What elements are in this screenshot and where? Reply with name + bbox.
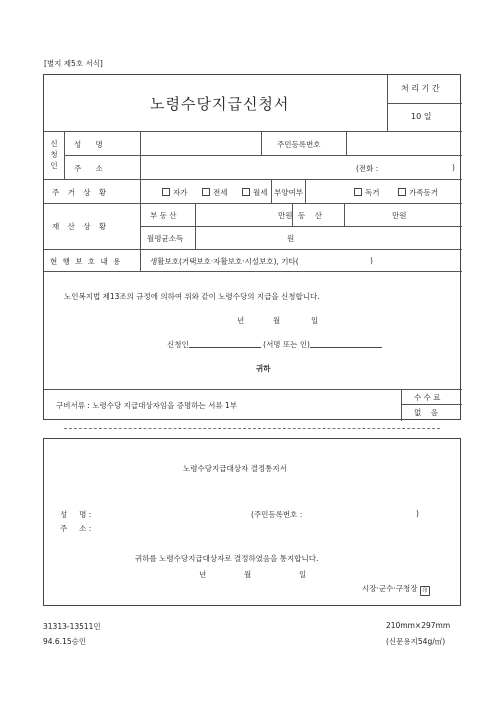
checkbox-icon bbox=[242, 188, 250, 196]
footer-size: 210mm×297mm bbox=[386, 621, 451, 630]
support-label: 부양여부 bbox=[274, 188, 303, 197]
residence-option-monthly[interactable]: 월세 bbox=[242, 187, 268, 198]
notice-day: 일 bbox=[299, 570, 307, 579]
fee-label: 수 수 료 bbox=[414, 393, 441, 402]
seal-icon: 印 bbox=[420, 586, 430, 596]
movable-unit: 만원 bbox=[392, 211, 407, 220]
notice-title: 노령수당지급대상자 결정통지서 bbox=[183, 464, 287, 473]
support-option-alone[interactable]: 독거 bbox=[354, 187, 380, 198]
name-label: 성 명 bbox=[74, 140, 103, 149]
protection-close: ) bbox=[370, 256, 373, 265]
support-option-family[interactable]: 가족동거 bbox=[398, 187, 438, 198]
movable-label: 동 산 bbox=[298, 211, 323, 220]
protection-label: 현 행 보 호 내 용 bbox=[50, 257, 122, 266]
notice-month: 월 bbox=[244, 570, 252, 579]
notice-address-label: 주 소 : bbox=[60, 524, 92, 533]
notice-name-label: 성 명 : bbox=[60, 510, 92, 519]
cut-line bbox=[64, 428, 440, 429]
form-title: 노령수당지급신청서 bbox=[150, 95, 290, 113]
date-day: 일 bbox=[311, 316, 319, 325]
date-month: 월 bbox=[273, 316, 281, 325]
address-label: 주 소 bbox=[74, 164, 103, 173]
declaration-text: 노인복지법 제13조의 규정에 의하여 위와 같이 노령수당의 지급을 신청합니다. bbox=[64, 292, 320, 301]
real-estate-label: 부 동 산 bbox=[150, 211, 177, 220]
residence-option-own[interactable]: 자가 bbox=[162, 187, 188, 198]
documents-text: 구비서류 : 노령수당 지급대상자임을 증명하는 서류 1부 bbox=[56, 401, 237, 410]
notice-form bbox=[43, 438, 461, 606]
checkbox-icon bbox=[162, 188, 170, 196]
residence-label: 주 거 상 황 bbox=[52, 188, 110, 197]
income-unit: 원 bbox=[287, 234, 295, 243]
assets-label: 재 산 상 황 bbox=[52, 222, 110, 231]
notice-body: 귀하를 노령수당지급대상자로 결정하였음을 통지합니다. bbox=[135, 554, 319, 563]
footer-paper: (신문용지54g/㎡) bbox=[386, 637, 446, 646]
applicant-section-label: 신청인 bbox=[50, 139, 58, 170]
application-form bbox=[43, 74, 461, 420]
notice-rrn-label: (주민등록번호 : bbox=[251, 510, 303, 519]
footer-approval: 94.6.15승인 bbox=[43, 637, 87, 646]
notice-signer: 시장·군수·구청장 印 bbox=[362, 583, 430, 596]
protection-text: 생활보호(거택보호·자활보호·시설보호), 기타( bbox=[150, 257, 299, 266]
notice-year: 년 bbox=[199, 570, 207, 579]
processing-label: 처 리 기 간 bbox=[401, 84, 440, 93]
fee-value: 없 음 bbox=[414, 408, 439, 417]
checkbox-icon bbox=[202, 188, 210, 196]
form-number: [별지 제5호 서식] bbox=[44, 59, 103, 68]
notice-rrn-close: ) bbox=[416, 509, 419, 518]
real-estate-unit: 만원 bbox=[278, 211, 293, 220]
signature-line: 신청인 (서명 또는 인) bbox=[167, 339, 382, 350]
date-year: 년 bbox=[237, 316, 245, 325]
addressee: 귀하 bbox=[256, 364, 271, 373]
checkbox-icon bbox=[398, 188, 406, 196]
phone-close: ) bbox=[452, 163, 455, 172]
processing-value: 10 일 bbox=[411, 112, 432, 121]
rrn-label: 주민등록번호 bbox=[277, 140, 321, 149]
phone-label: (전화 : bbox=[356, 164, 379, 173]
checkbox-icon bbox=[354, 188, 362, 196]
residence-option-jeonse[interactable]: 전세 bbox=[202, 187, 228, 198]
footer-code: 31313-13511민 bbox=[43, 622, 101, 631]
income-label: 월평균소득 bbox=[147, 234, 184, 243]
